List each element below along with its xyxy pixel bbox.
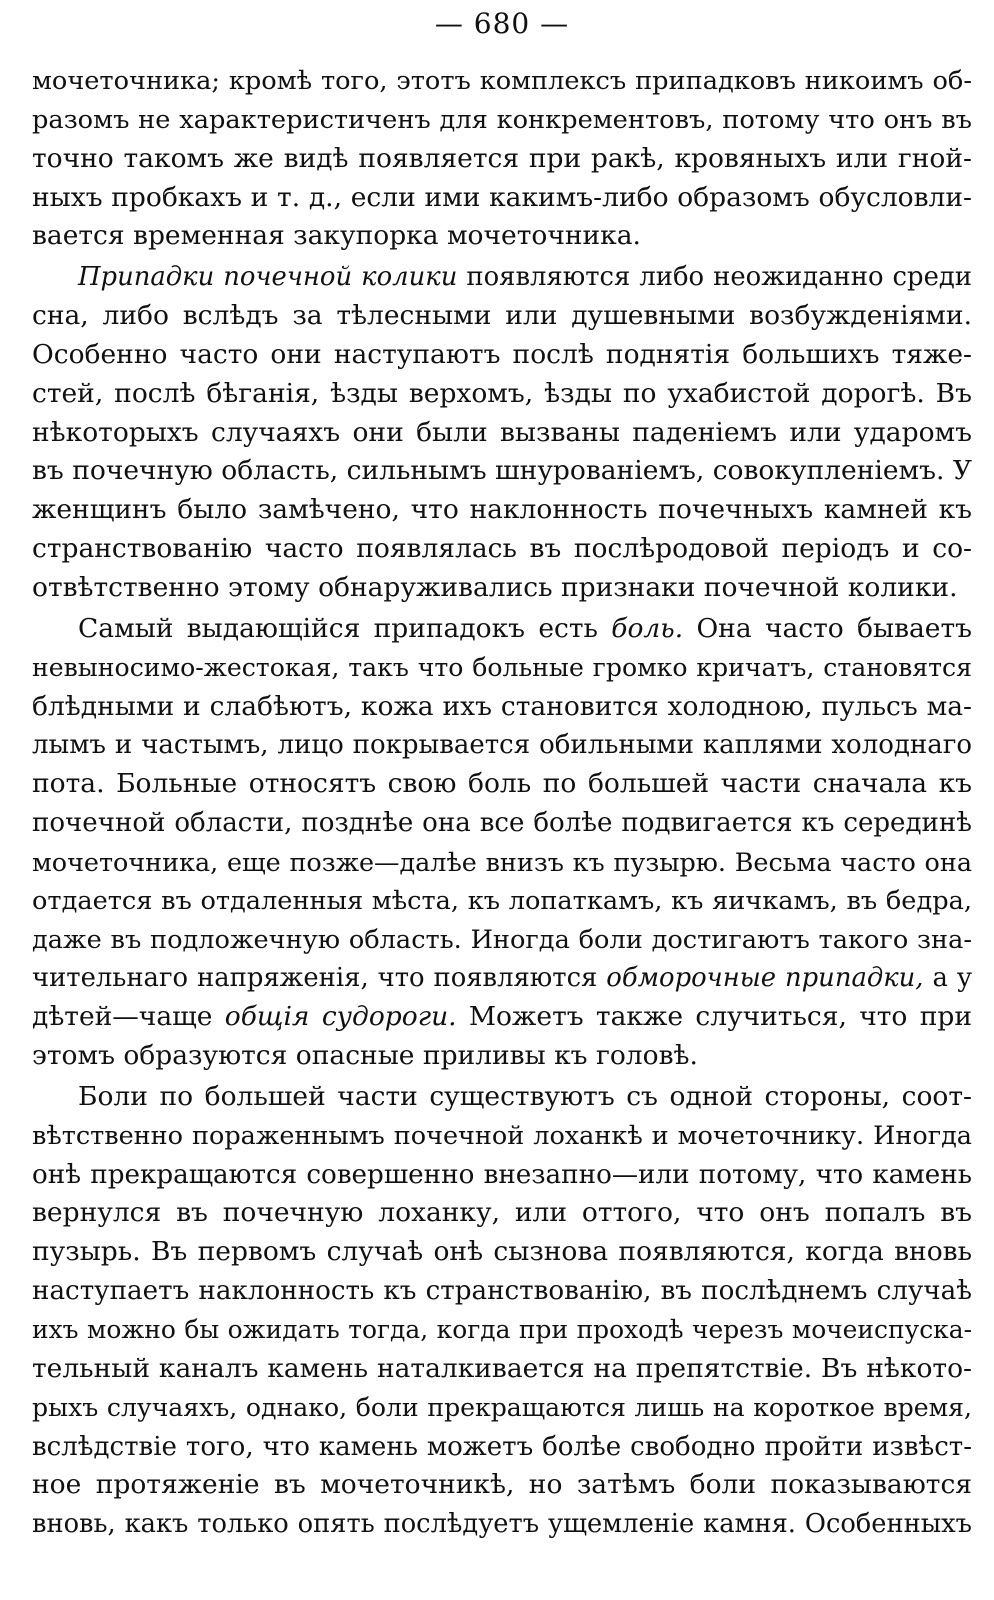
paragraph [32,610,972,1076]
text-line [32,258,972,297]
text-line: вновь, какъ только опять послѣдуетъ ущемленiе камня. Особенныхъ [32,1509,972,1540]
text-line: этомъ образуются опасные приливы къ головѣ. [32,1040,698,1072]
text-fragment: Она часто бываетъ [683,612,972,644]
text-line: разомъ не характеристиченъ для конкрементовъ, потому что онъ въ [32,104,972,135]
page-body [32,62,972,1544]
text-line: отвѣтственно этому обнаруживались признаки почечной колики. [32,571,958,603]
italic-emphasis: обморочные припадки, [606,963,924,994]
text-fragment: Можетъ также случиться, что при [456,1001,972,1033]
text-fragment: Самый выдающiйся припадокъ есть [78,612,612,644]
text-line: въ почечную область, сильнымъ шнурованiемъ, совокупленiемъ. У [32,455,972,487]
text-line: ихъ можно бы ожидать тогда, когда при проходѣ черезъ мочеиспуска- [32,1315,972,1344]
text-fragment: а у [923,963,973,994]
text-line: ное протяженiе въ мочеточникѣ, но затѣмъ боли показываются [32,1469,972,1501]
text-line [32,998,972,1037]
italic-emphasis: боль. [611,612,684,644]
text-line: вается временная закупорка мочеточника. [32,220,641,252]
book-page [32,0,972,1600]
text-line: мочеточника; кромѣ того, этотъ комплексъ припадковъ никоимъ об- [32,66,972,96]
text-line: стей, послѣ бѣганiя, ѣзды верхомъ, ѣзды по ухабистой дорогѣ. Въ [32,377,972,409]
text-line: сна, либо вслѣдъ за тѣлесными или душевными возбужденiями. [32,300,972,332]
text-line: Боли по большей части существуютъ съ одной стороны, соот- [78,1080,972,1112]
text-line: вѣтственно пораженнымъ почечной лоханкѣ и мочеточнику. Иногда [32,1120,972,1151]
text-line: пузырь. Въ первомъ случаѣ онѣ сызнова появляются, когда вновь [32,1236,972,1268]
text-line: блѣдными и слабѣютъ, кожа ихъ становится холодною, пульсъ ма- [32,690,972,722]
text-line: мочеточника, еще позже—далѣе внизъ къ пузырю. Весьма часто она [32,846,972,877]
paragraph [32,258,972,608]
text-line: лымъ и частымъ, лицо покрывается обильными каплями холоднаго [32,730,972,761]
text-line: точно такомъ же видѣ появляется при ракѣ, кровяныхъ или гной- [32,142,972,174]
text-line: пота. Больные относятъ свою боль по большей части сначала къ [32,768,972,800]
text-line: вслѣдствiе того, что камень можетъ болѣе свободно пройти извѣст- [32,1431,972,1462]
text-line: вернулся въ почечную лоханку, или оттого, что онъ попалъ въ [32,1197,972,1229]
text-line [32,610,972,649]
text-line: Особенно часто они наступаютъ послѣ поднятiя большихъ тяже- [32,338,972,370]
text-line: онѣ прекращаются совершенно внезапно—или потому, что камень [32,1159,972,1190]
text-line: невыносимо-жестокая, такъ что больные громко кричатъ, становятся [32,652,972,682]
text-line: странствованiю часто появлялась въ послѣродовой перiодъ и со- [32,533,972,565]
text-line: рыхъ случаяхъ, однако, боли прекращаются лишь на короткое время, [32,1392,972,1422]
text-line: женщинъ было замѣчено, что наклонность почечныхъ камней къ [32,494,972,526]
text-line: ныхъ пробкахъ и т. д., если ими какимъ-либо образомъ обусловли- [32,181,972,213]
text-line: почечной области, позднѣе она все болѣе подвигается къ серединѣ [32,808,972,839]
text-fragment: дѣтей—чаще [32,1001,225,1033]
italic-emphasis: Припадки почечной колики [78,262,458,293]
text-fragment: чительнаго напряженiя, что появляются [32,963,607,994]
text-fragment: появляются либо неожиданно среди [457,262,972,293]
text-line: наступаетъ наклонность къ странствованiю, въ послѣднемъ случаѣ [32,1276,972,1307]
page-number: — 680 — [434,7,570,40]
text-line: тельный каналъ камень наталкивается на препятствiе. Въ нѣкото- [32,1352,972,1384]
text-line [32,959,972,998]
text-line: даже въ подложечную область. Иногда боли достигаютъ такого зна- [32,924,972,955]
text-line: нѣкоторыхъ случаяхъ они были вызваны паденiемъ или ударомъ [32,416,972,448]
italic-emphasis: общiя судороги. [224,1001,457,1033]
paragraph [32,62,972,256]
paragraph [32,1078,972,1544]
text-line: отдается въ отдаленныя мѣста, къ лопаткамъ, къ яичкамъ, въ бедра, [32,885,972,916]
